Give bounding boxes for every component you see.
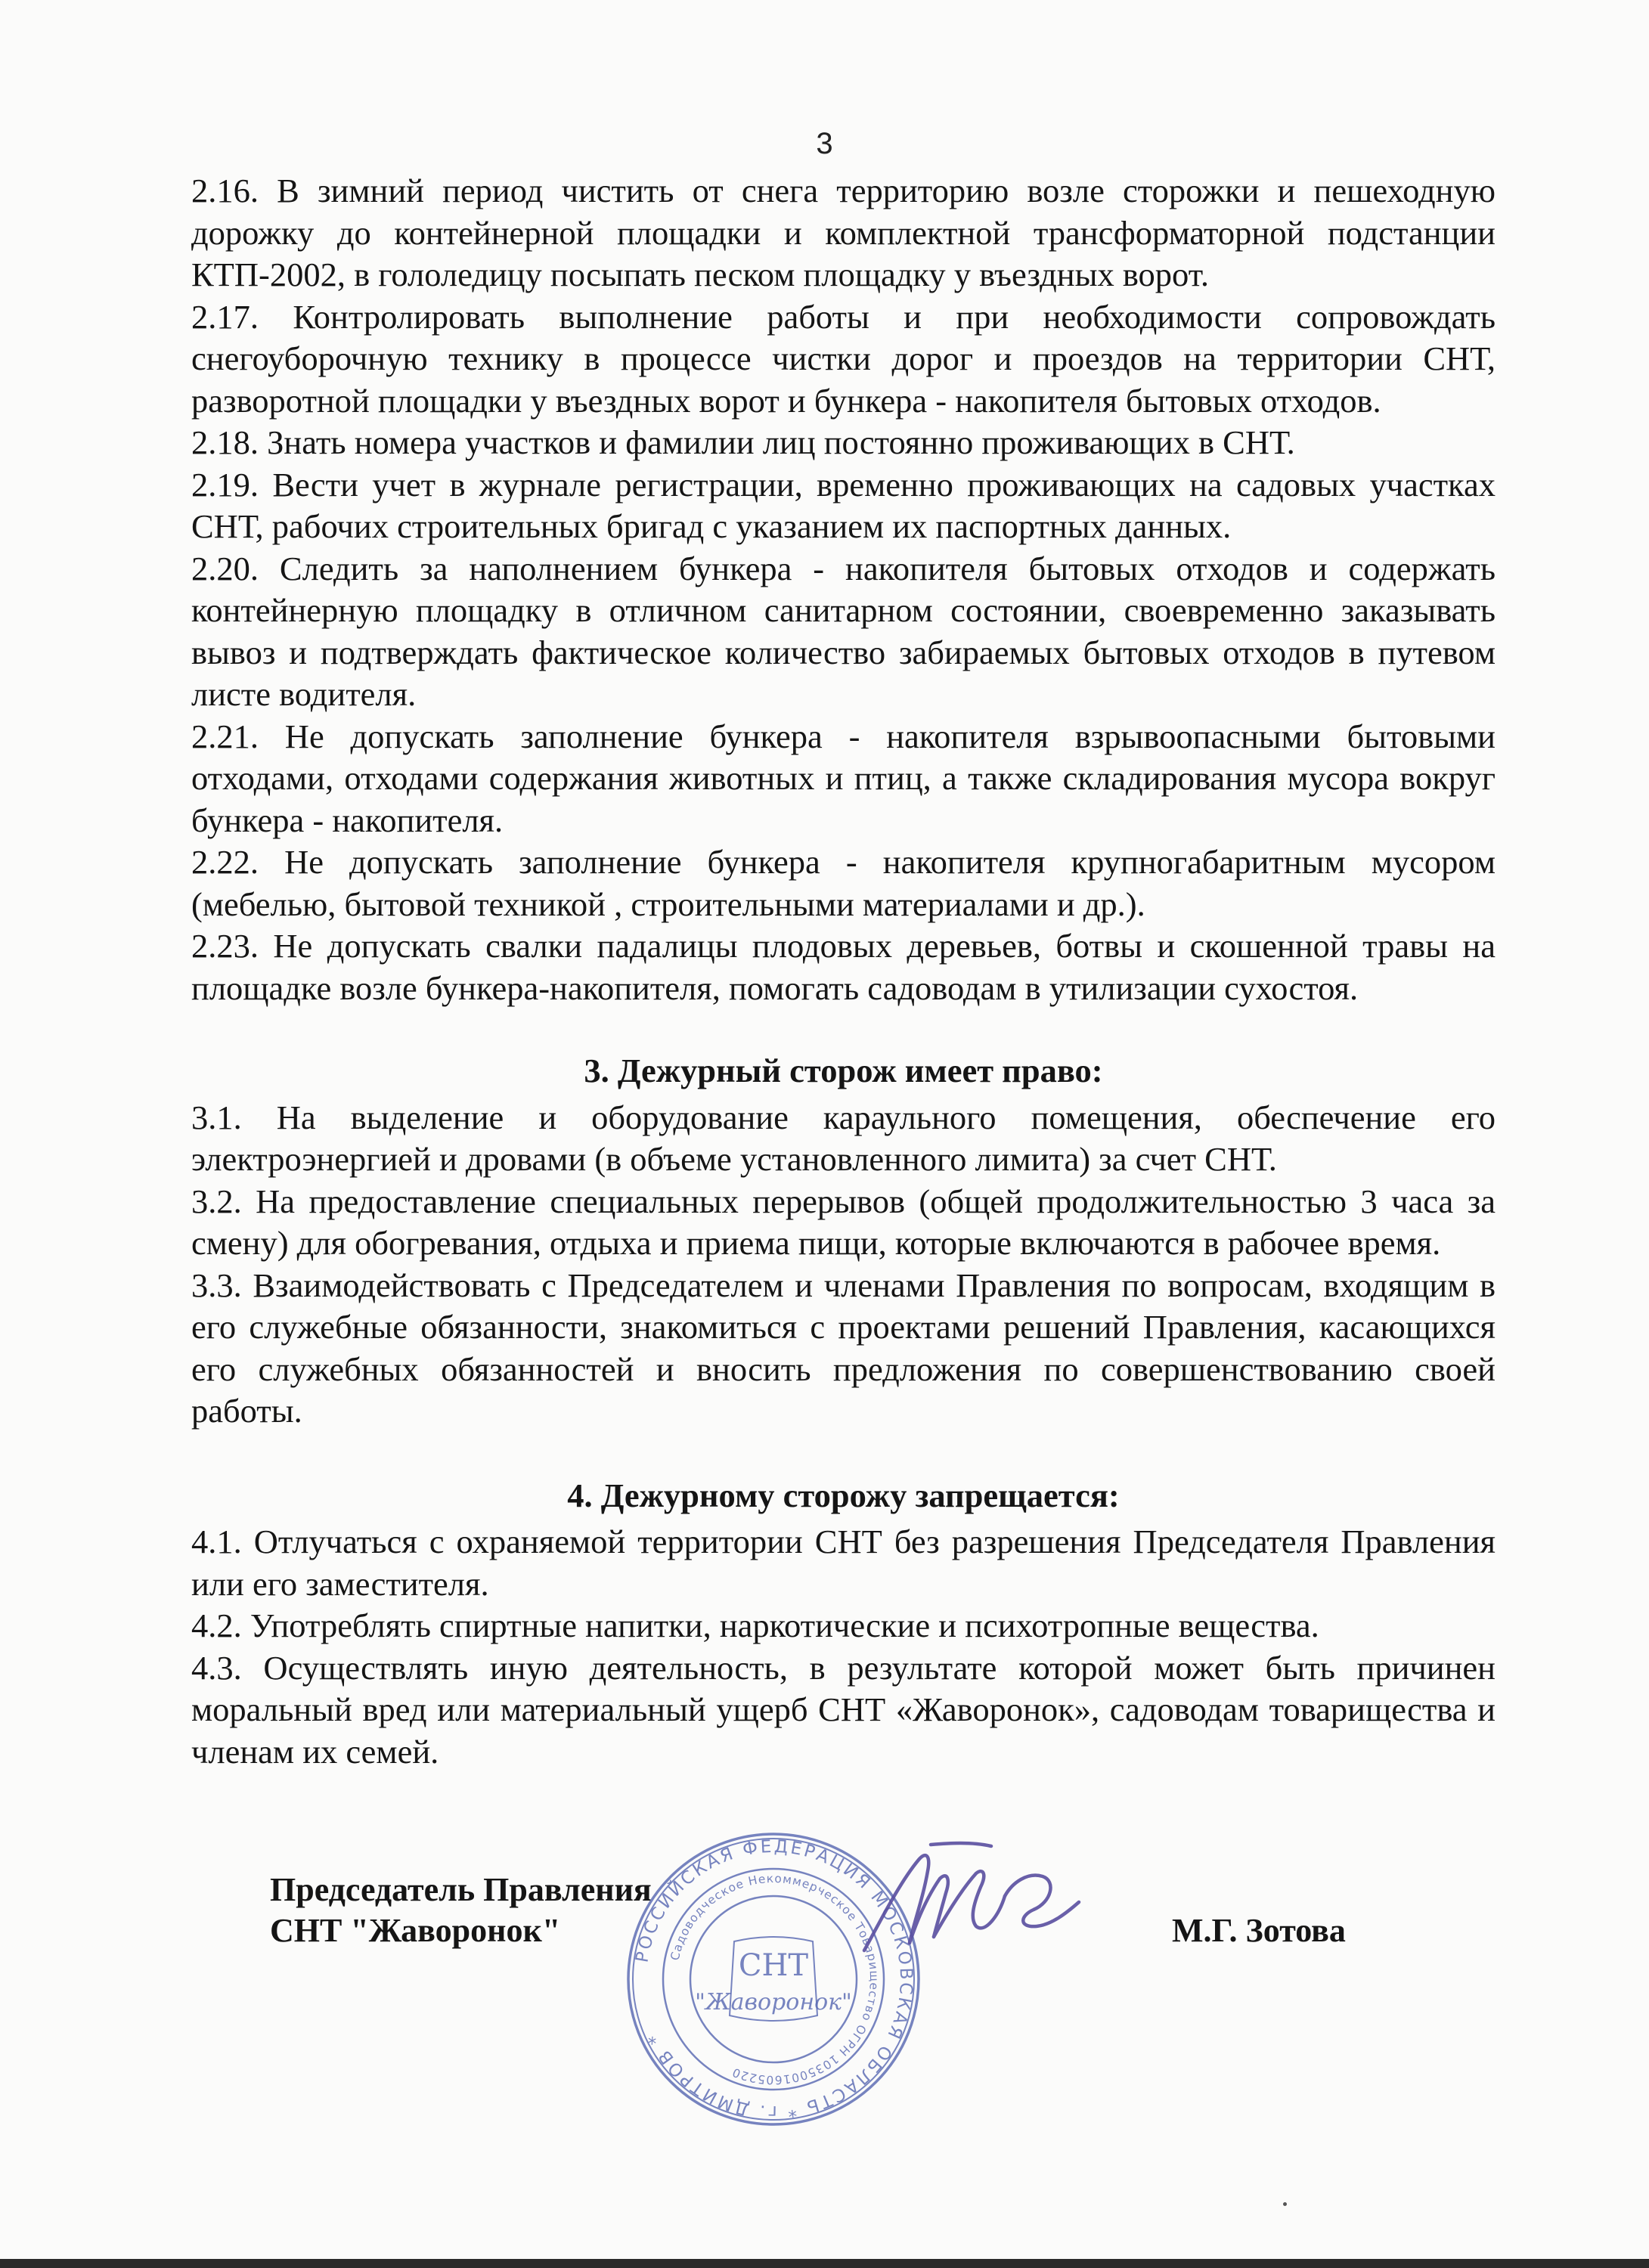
handwritten-signature bbox=[858, 1837, 1085, 1969]
stamp-center-line2: "Жаворонок" bbox=[695, 1989, 852, 2015]
item-4-1: 4.1. Отлучаться с охраняемой территории СНТ без разрешения Председателя Правления или его заместителя. bbox=[191, 1523, 1496, 1603]
signatory-role-line1: Председатель Правления bbox=[270, 1871, 652, 1908]
item-2-20: 2.20. Следить за наполнением бункера - накопителя бытовых отходов и содержать контейнерную площадку в отличном санитарном состоянии, своевременно заказывать вывоз и подтверждать фактическое количество забираемых бытовых отходов в путевом листе водителя. bbox=[191, 549, 1496, 713]
scan-edge bbox=[0, 2259, 1649, 2268]
stamp-inner-text: Садоводческое Некоммерческое Товарищество ОГРН 1035001605220 bbox=[668, 1871, 882, 2087]
stamp-outer-text: РОССИЙСКАЯ ФЕДЕРАЦИЯ МОСКОВСКАЯ ОБЛАСТЬ * г. ДМИТРОВ * bbox=[632, 1836, 916, 2122]
scan-speck bbox=[1283, 2202, 1287, 2206]
item-2-22: 2.22. Не допускать заполнение бункера - накопителя крупногабаритным мусором (мебелью, бытовой техникой , строительными материалами и др.). bbox=[191, 843, 1496, 923]
item-2-23: 2.23. Не допускать свалки падалицы плодовых деревьев, ботвы и скошенной травы на площадке возле бункера-накопителя, помогать садоводам в утилизации сухостоя. bbox=[191, 927, 1496, 1007]
signatory-role bbox=[270, 1870, 652, 1951]
item-2-17: 2.17. Контролировать выполнение работы и при необходимости сопровождать снегоуборочную технику в процессе чистки дорог и проездов на территории СНТ, разворотной площадки у въездных ворот и бункера - накопителя бытовых отходов. bbox=[191, 297, 1496, 420]
document-body bbox=[191, 170, 1496, 1773]
section-3-heading: 3. Дежурный сторож имеет право: bbox=[584, 1052, 1103, 1089]
signatory-role-line2: СНТ "Жаворонок" bbox=[270, 1912, 561, 1949]
item-4-2: 4.2. Употреблять спиртные напитки, наркотические и психотропные вещества. bbox=[191, 1606, 1319, 1644]
item-3-1: 3.1. На выделение и оборудование караульного помещения, обеспечение его электроэнергией и дровами (в объеме установленного лимита) за счет СНТ. bbox=[191, 1098, 1496, 1178]
page-number: 3 bbox=[816, 127, 833, 160]
item-2-19: 2.19. Вести учет в журнале регистрации, временно проживающих на садовых участках СНТ, рабочих строительных бригад с указанием их паспортных данных. bbox=[191, 465, 1496, 545]
signatory-name: М.Г. Зотова bbox=[1172, 1912, 1346, 1949]
section-4-heading: 4. Дежурному сторожу запрещается: bbox=[567, 1476, 1120, 1514]
item-2-16: 2.16. В зимний период чистить от снега территорию возле сторожки и пешеходную дорожку до контейнерной площадки и комплектной трансформаторной подстанции КТП-2002, в гололедицу посыпать песком площадку у въездных ворот. bbox=[191, 172, 1496, 293]
item-2-21: 2.21. Не допускать заполнение бункера - накопителя взрывоопасными бытовыми отходами, отходами содержания животных и птиц, а также складирования мусора вокруг бункера - накопителя. bbox=[191, 717, 1496, 839]
item-4-3: 4.3. Осуществлять иную деятельность, в результате которой может быть причинен моральный вред или материальный ущерб СНТ «Жаворонок», садоводам товарищества и членам их семей. bbox=[191, 1648, 1496, 1771]
item-2-18: 2.18. Знать номера участков и фамилии лиц постоянно проживающих в СНТ. bbox=[191, 423, 1295, 461]
stamp-center-line1: СНТ bbox=[738, 1948, 809, 1983]
item-3-3: 3.3. Взаимодействовать с Председателем и членами Правления по вопросам, входящим в его служебные обязанности, знакомиться с проектами решений Правления, касающихся его служебных обязанностей и вносить предложения по совершенствованию своей работы. bbox=[191, 1266, 1496, 1430]
item-3-2: 3.2. На предоставление специальных перерывов (общей продолжительностью 3 часа за смену) для обогревания, отдыха и приема пищи, которые включаются в рабочее время. bbox=[191, 1182, 1496, 1262]
